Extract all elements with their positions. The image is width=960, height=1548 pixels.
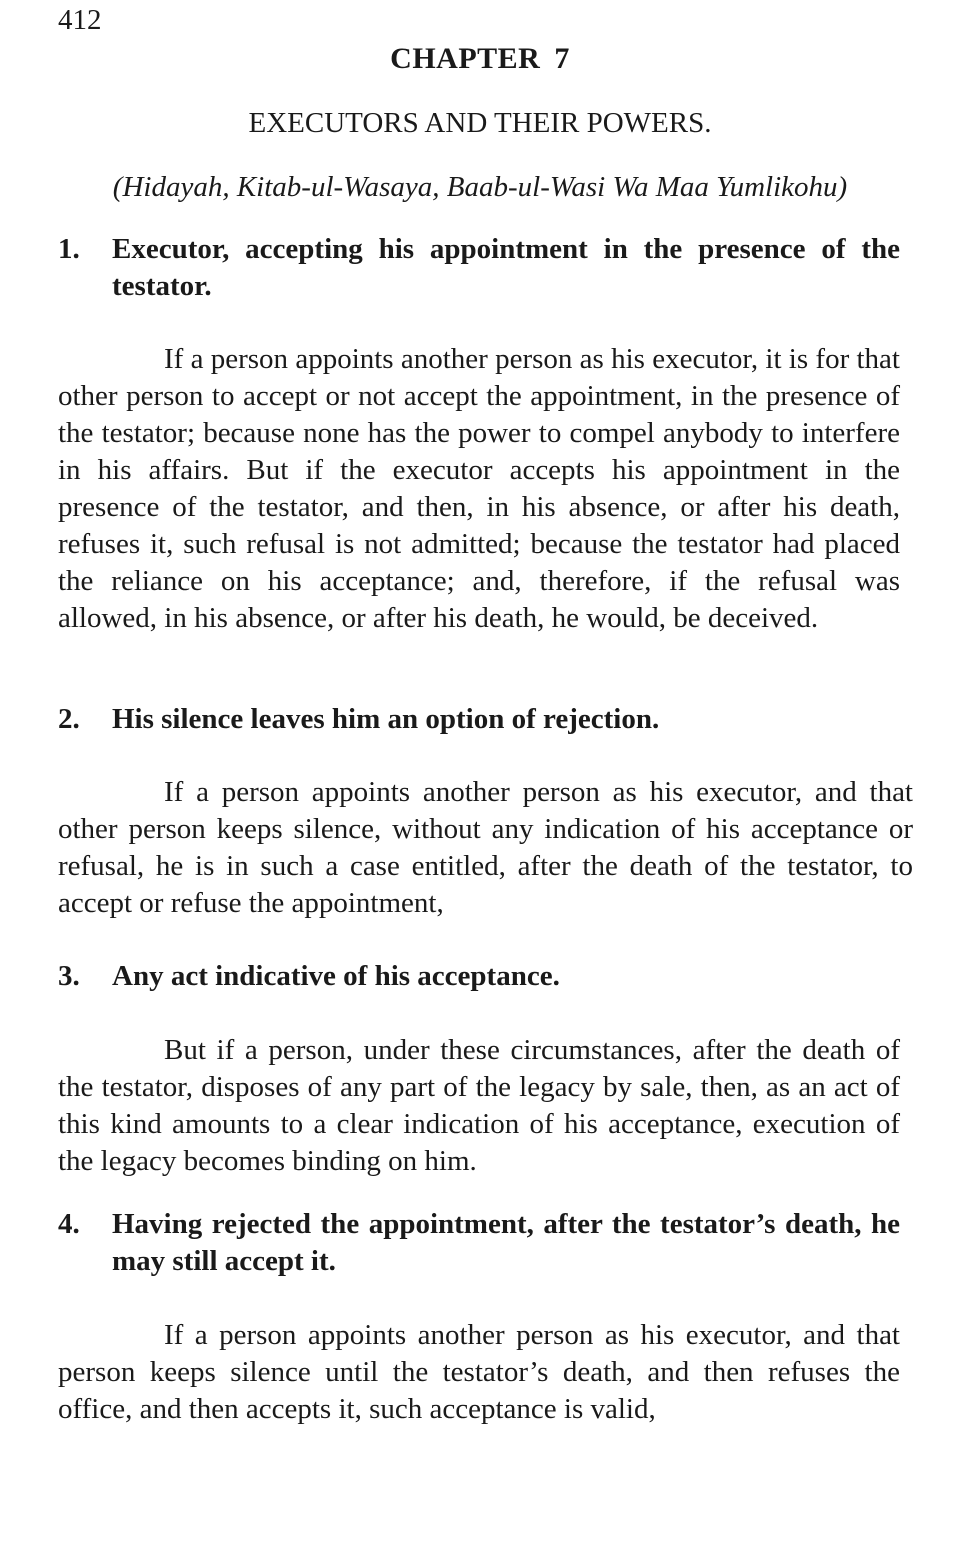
section-heading-2 [58, 701, 900, 738]
section-number-1: 1. [58, 233, 80, 265]
section-body-3: But if a person, under these circumstances, after the death of the testator, disposes of any part of the legacy by sale, then, as an act of this kind amounts to a clear indication of his acceptance, execution of the legacy becomes binding on him. [58, 1034, 900, 1177]
section-title-4: Having rejected the appointment, after the testator’s death, he may still accept it. [112, 1208, 900, 1277]
source-citation: (Hidayah, Kitab-ul-Wasaya, Baab-ul-Wasi Wa Maa Yumlikohu) [112, 171, 848, 203]
section-body-1: If a person appoints another person as his executor, it is for that other person to accept or not accept the appointment, in the presence of the testator; because none has the power to compel anybody to interfere in his affairs. But if the executor accepts his appointment in the presence of the testator, and then, in his absence, or after his death, refuses it, such refusal is not admitted; because the testator had placed the reliance on his acceptance; and, therefore, if the refusal was allowed, in his absence, or after his death, he would, be deceived. [58, 343, 900, 634]
chapter-title: EXECUTORS AND THEIR POWERS. [248, 107, 712, 139]
chapter-label: CHAPTER [390, 42, 541, 75]
page-number: 412 [58, 4, 102, 36]
section-body-4: If a person appoints another person as his executor, and that person keeps silence until the testator’s death, and then refuses the office, and then accepts it, such acceptance is valid, [58, 1319, 900, 1425]
section-heading-4 [58, 1206, 900, 1280]
section-number-2: 2. [58, 703, 80, 735]
section-title-2: His silence leaves him an option of rejection. [112, 703, 660, 735]
section-title-3: Any act indicative of his acceptance. [112, 960, 560, 992]
section-heading-3 [58, 958, 900, 995]
section-title-1: Executor, accepting his appointment in the presence of the testator. [112, 233, 900, 302]
chapter-heading [0, 40, 960, 78]
section-body-2: If a person appoints another person as his executor, and that other person keeps silence, without any indication of his acceptance or refusal, he is in such a case entitled, after the death of the testator, to accept or refuse the appointment, [58, 776, 913, 919]
chapter-number: 7 [554, 42, 570, 75]
section-number-3: 3. [58, 960, 80, 992]
section-heading-1 [58, 231, 900, 305]
section-number-4: 4. [58, 1208, 80, 1240]
